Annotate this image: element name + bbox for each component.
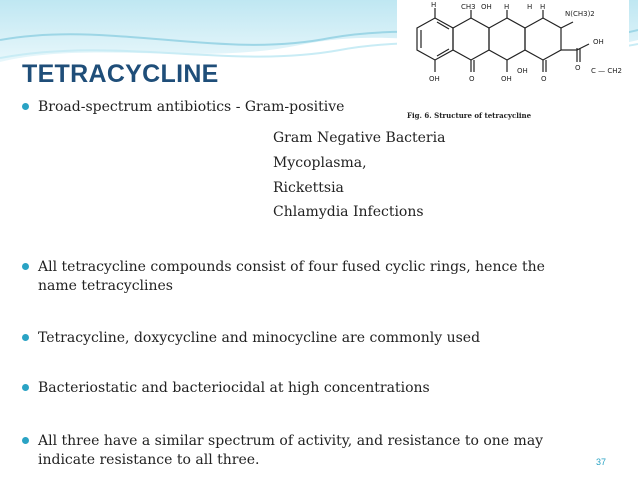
bullet-dot-icon: [22, 384, 29, 391]
label-o-bottom2: O: [541, 75, 547, 83]
label-h-mid2: H: [527, 3, 533, 11]
ring-c: [489, 18, 525, 60]
tetracycline-structure-diagram: [397, 0, 629, 128]
bullet-text: Broad-spectrum antibiotics - Gram-positive: [38, 99, 345, 115]
bullet-text: All three have a similar spectrum of activity, and resistance to one may: [38, 433, 544, 449]
label-oh-bottom2: OH: [501, 75, 512, 83]
bullet-dot-icon: [22, 103, 29, 110]
bullet-dot-icon: [22, 334, 29, 341]
sublist-item-2: Mycoplasma,: [273, 155, 367, 171]
label-oh-right: OH: [593, 38, 604, 46]
ring-d: [525, 18, 561, 60]
label-oh-bottom1: OH: [429, 75, 440, 83]
figure-caption: Fig. 6. Structure of tetracycline: [407, 111, 532, 120]
bullet-text: All tetracycline compounds consist of four fused cyclic rings, hence the: [38, 259, 545, 275]
bullet-text: Tetracycline, doxycycline and minocycline are commonly used: [38, 330, 481, 346]
ring-a: [417, 18, 453, 60]
label-oh-top: OH: [481, 3, 492, 11]
tetracycline-structure-figure: [397, 0, 629, 128]
label-nch32: N(CH3)2: [565, 10, 595, 18]
bullet-text-continued: indicate resistance to all three.: [38, 452, 260, 468]
label-c-ch2: C — CH2: [591, 67, 622, 75]
sublist-item-3: Rickettsia: [273, 180, 344, 196]
label-h-mid1: H: [504, 3, 510, 11]
ring-b: [453, 18, 489, 60]
label-o-right: O: [575, 64, 581, 72]
page-number: 37: [596, 457, 607, 467]
label-h-top: H: [431, 1, 437, 9]
bullet-text-continued: name tetracyclines: [38, 278, 173, 294]
label-ch3: CH3: [461, 3, 476, 11]
sublist-item-4: Chlamydia Infections: [273, 204, 424, 220]
sublist-item-1: Gram Negative Bacteria: [273, 130, 446, 146]
bullet-dot-icon: [22, 263, 29, 270]
bullet-text: Bacteriostatic and bacteriocidal at high concentrations: [38, 380, 430, 396]
bullet-dot-icon: [22, 437, 29, 444]
slide-title: TETRACYCLINE: [22, 60, 219, 88]
label-h-mid3: H: [540, 3, 546, 11]
label-o-bottom1: O: [469, 75, 475, 83]
label-oh-bottom3: OH: [517, 67, 528, 75]
